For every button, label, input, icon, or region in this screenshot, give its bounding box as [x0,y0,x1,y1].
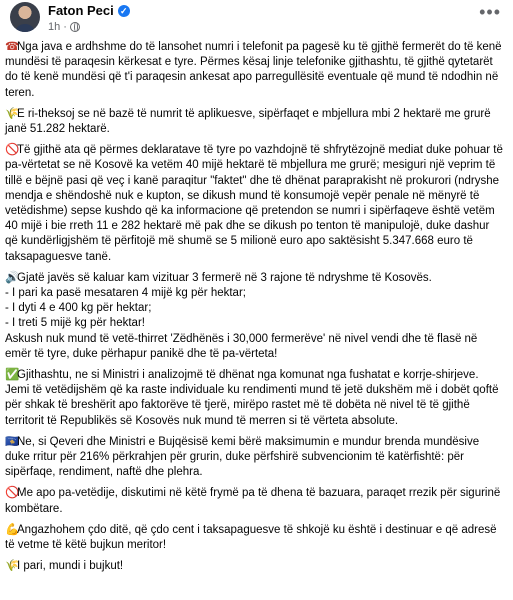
paragraph-text: Të gjithë ata që përmes deklaratave të tyre po vazhdojnë të shfrytëzojnë mediat duke pohuar të pa-vërtetat se në Kosovë ka vetëm 40 mijë hektarë të mbjellura me grurë; mesiguri një veprim të tillë e bëjnë pasi që veç i kanë paraqitur "faktet" dhe të dhënat paraprakisht në prokurori (ndryshe mendja e shëndoshë nuk e kupton, se dikush mund të konsumojë vepër penale në mënyrë të vetëdishme) sepse kushdo që ka informacione që pretendon se numri i sipërfaqeve është vetëm 40 mijë i bie rreth 11 e 282 hektarë më pak dhe se dikush po tenton të manipulojë, duke dashur që kundërligjshëm të përfitojë më shumë se 5 milionë euro apo saktësisht 5.347.668 euro të taksapaguesve tanë. [5,144,503,263]
paragraph-closing [5,559,503,574]
verified-badge-icon: ✓ [118,5,130,17]
globe-icon [70,22,80,32]
paragraph-text: Ne, si Qeveri dhe Ministri e Bujqësisë kemi bërë maksimumin e mundur brenda mundësive duke rritur për 216% përkrahjen për grurin, duke përfshirë subvencionim të katërfishtë: për sipërfaqe, rendiment, naftë dhe plehra. [5,435,480,479]
paragraph-text: I pari, mundi i bujkut! [17,560,124,573]
visit-line: - I pari ka pasë mesataren 4 mijë kg për hektar; [5,287,246,300]
loudspeaker-icon: 🔊 [5,271,20,284]
post-content [5,40,503,575]
wheat-icon: 🌾 [5,560,20,573]
check-mark-icon: ✅ [5,369,20,382]
prohibited-icon: 🚫 [5,487,20,500]
avatar[interactable] [10,2,40,32]
paragraph-commitment [5,523,503,553]
more-options-icon[interactable]: ••• [479,2,501,22]
meta-separator: · [63,21,67,33]
visit-line: - I treti 5 mijë kg për hektar! [5,317,145,330]
paragraph-security [5,486,503,516]
paragraph-text: Me apo pa-vetëdije, diskutimi në këtë frymë pa të dhena të bazuara, paraqet rrezik për sigurinë kombëtare. [5,487,501,515]
paragraph-hectares [5,107,503,137]
wheat-icon: 🌾 [5,107,20,120]
paragraph-text: Gjithashtu, ne si Ministri i analizojmë të dhënat nga komunat nga fushatat e korrje-shirjeve. Jemi të vetëdijshëm që ka raste individuale ku rendimenti mund të jetë dukshëm më i dobët qoftë për shkak të breshërit apo faktorëve të tjerë, mirëpo rastet më të dobëta në nivel të të gjithë territorit të Republikës së Kosovës nuk mund të merren si të vërteta absolute. [5,369,499,427]
paragraph-text: Angazhohem çdo ditë, që çdo cent i taksapaguesve të shkojë ku është i destinuar e që adresë të vetme të këtë bujkun meritor! [5,523,497,552]
visit-line: - I dyti 4 e 400 kg për hektar; [5,302,152,315]
author-line [48,3,130,18]
telephone-icon: ☎ [5,41,20,53]
prohibited-icon: 🚫 [5,144,20,157]
kosovo-flag-icon: 🇽🇰 [5,435,20,448]
post-time[interactable]: 1h [48,21,61,33]
paragraph-declarations [5,143,503,265]
paragraph-text: Nga java e ardhshme do të lansohet numri i telefonit pa pagesë ku të gjithë fermerët do të kenë mundësi të paraqesin kërkesat e tyre. Përmes kësaj linje telefonike gjithashtu, të gjithë qytetarët do të kenë mundësi që t'i paraqesin ankesat apo parregullësitë eventuale që mund të ndodhin në teren. [5,41,502,99]
author-name[interactable]: Faton Peci [48,3,114,18]
post-meta [48,21,80,33]
post-header [5,0,503,40]
visit-line: 🔊Gjatë javës së kaluar kam vizituar 3 fermerë në 3 rajone të ndryshme të Kosovës. [5,271,503,286]
paragraph-visits [5,271,503,362]
paragraph-ministry-analysis [5,368,503,429]
paragraph-text: E ri-theksoj se në bazë të numrit të aplikuesve, sipërfaqet e mbjellura mbi 2 hektarë me grurë janë 51.282 hektarë. [5,107,491,136]
paragraph-phone-line [5,40,503,101]
paragraph-government [5,435,503,481]
flexed-biceps-icon: 💪 [5,523,20,536]
visit-line: Askush nuk mund të vetë-thirret 'Zëdhënës i 30,000 fermerëve' në nivel vendi dhe të flasë në emër të tyre, duke përhapur panikë dhe të pa-vërteta! [5,332,478,360]
